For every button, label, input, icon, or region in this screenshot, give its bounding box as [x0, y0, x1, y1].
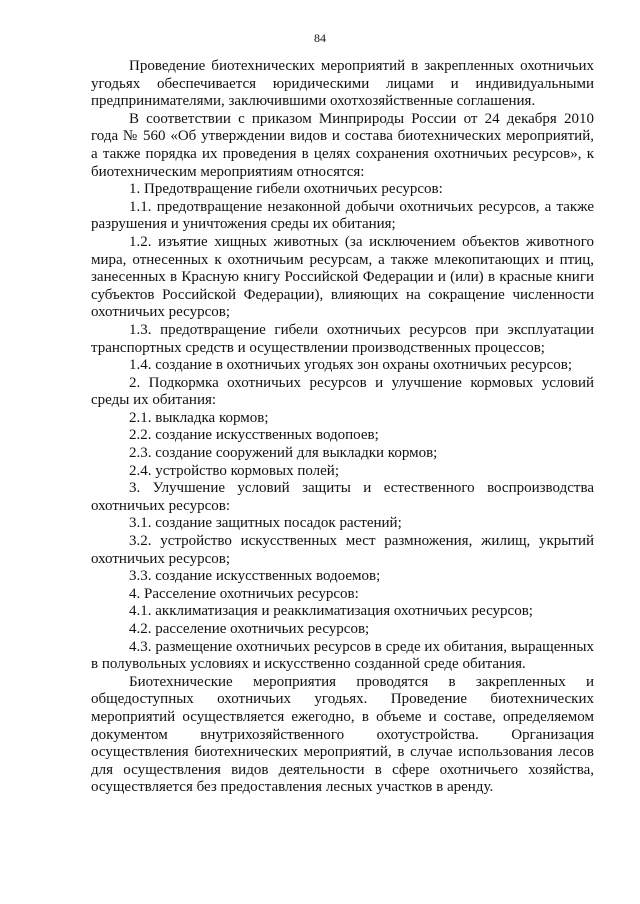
list-item: 4.1. акклиматизация и реакклиматизация охотничьих ресурсов; [129, 603, 533, 620]
paragraph: Биотехнические мероприятия проводятся в закрепленных и общедоступных охотничьих угодьях. Проведение биотехнических мероприятий осуществляется ежегодно, в объеме и составе, определяемом документом внутрихозяйственного охотустройства. Организация осуществления биотехнических мероприятий, в случае использования лесов для осуществления видов деятельности в сфере охотничьего хозяйства, осуществляется без предоставления лесных участков в аренду. [91, 673, 594, 796]
paragraph: Проведение биотехнических мероприятий в закрепленных охотничьих угодьях обеспечивается юридическими лицами и индивидуальными предпринимателями, заключившими охотхозяйственные соглашения. [91, 58, 594, 110]
list-item: 2.4. устройство кормовых полей; [129, 462, 339, 479]
list-item: 2.2. создание искусственных водопоев; [129, 427, 379, 444]
list-item: 3.2. устройство искусственных мест размножения, жилищ, укрытий охотничьих ресурсов; [91, 533, 594, 567]
document-body [91, 58, 594, 797]
list-item: 1.3. предотвращение гибели охотничьих ресурсов при эксплуатации транспортных средств и осуществлении производственных процессов; [91, 321, 594, 356]
list-item: 2.3. создание сооружений для выкладки кормов; [129, 445, 438, 462]
list-item: 2.1. выкладка кормов; [129, 409, 269, 426]
list-item: 1.2. изъятие хищных животных (за исключением объектов животного мира, отнесенных к охотничьим ресурсам, а также млекопитающих и птиц, занесенных в Красную книгу Российской Федерации и (или) в красные книги субъектов Российской Федерации), влияющих на сокращение численности охотничьих ресурсов; [91, 233, 594, 321]
list-item: 3.1. создание защитных посадок растений; [129, 515, 402, 532]
list-item: 4. Расселение охотничьих ресурсов: [129, 585, 359, 602]
list-item: 3. Улучшение условий защиты и естественного воспроизводства охотничьих ресурсов: [91, 480, 594, 514]
paragraph: В соответствии с приказом Минприроды России от 24 декабря 2010 года № 560 «Об утверждении видов и состава биотехнических мероприятий, а также порядка их проведения в целях сохранения охотничьих ресурсов», к биотехническим мероприятиям относятся: [91, 110, 594, 180]
list-item: 1.4. создание в охотничьих угодьях зон охраны охотничьих ресурсов; [129, 357, 573, 374]
list-item: 1. Предотвращение гибели охотничьих ресурсов: [129, 181, 443, 198]
list-item: 4.3. размещение охотничьих ресурсов в среде их обитания, выращенных в полувольных условиях и искусственно созданной среде обитания. [91, 638, 594, 673]
list-item: 2. Подкормка охотничьих ресурсов и улучшение кормовых условий среды их обитания: [91, 374, 594, 409]
list-item: 3.3. создание искусственных водоемов; [129, 568, 381, 585]
list-item: 4.2. расселение охотничьих ресурсов; [129, 621, 370, 637]
page-number: 84 [314, 31, 326, 45]
list-item: 1.1. предотвращение незаконной добычи охотничьих ресурсов, а также разрушения и уничтожения среды их обитания; [91, 198, 594, 233]
